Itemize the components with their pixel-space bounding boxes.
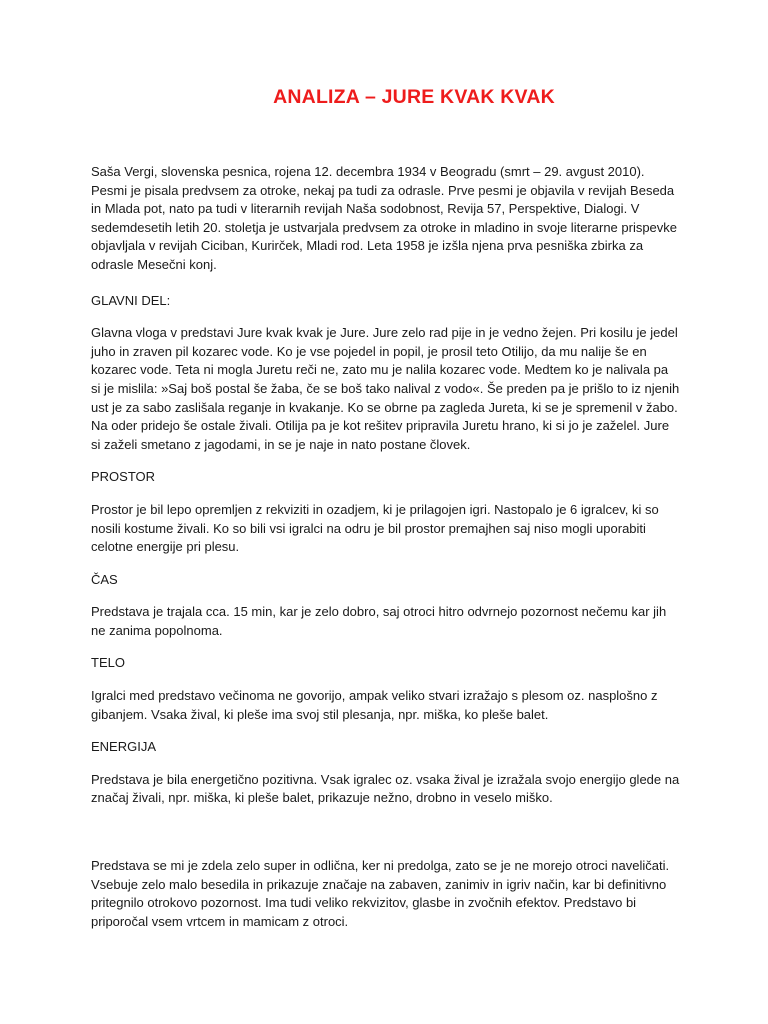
- section-heading-energija: ENERGIJA: [91, 739, 157, 755]
- conclusion-paragraph: Predstava se mi je zdela zelo super in odlična, ker ni predolga, zato se je ne morejo otroci naveličati. Vsebuje zelo malo besedila in prikazuje značaje na zabaven, zanimiv in igriv način, kar bi definitivno pritegnilo otrokovo pozornost. Ima tudi veliko rekvizitov, glasbe in zvočnih efektov. Predstavo bi priporočal vsem vrtcem in mamicam z otroci.: [91, 858, 670, 929]
- section-heading-cas: ČAS: [91, 571, 118, 587]
- section-heading-glavni-del: GLAVNI DEL:: [91, 292, 171, 308]
- section-text-prostor: Prostor je bil lepo opremljen z rekviziti in ozadjem, ki je prilagojen igri. Nastopalo je 6 igralcev, ki so nosili kostume živali. Ko so bili vsi igralci na odru je bil prostor premajhen saj niso mogli uporabiti celotne energije pri plesu.: [91, 501, 659, 555]
- section-text-glavni-del: Glavna vloga v predstavi Jure kvak kvak je Jure. Jure zelo rad pije in je vedno žejen. Pri kosilu je jedel juho in zraven pil kozarec vode. Ko je vse pojedel in popil, je prosil teto Otilijo, da mu nalije še en kozarec vode. Teta ni mogla Juretu reči ne, zato mu je nalila kozarec vode. Medtem ko je nalivala pa si je mislila: »Saj boš postal še žaba, če se boš tako nalival z vodo«. Še preden pa je prišlo to iz njenih ust je za sabo zaslišala reganje in kvakanje. Ko se obrne pa zagleda Jureta, ki se je spremenil v žabo. Na oder pridejo še ostale živali. Otilija pa je kot rešitev pripravila Juretu hrano, ki si jo je zaželel. Jure si zaželi smetano z jagodami, in se je naje in nato postane človek.: [91, 325, 680, 452]
- document-body: [91, 163, 681, 931]
- section-heading-prostor: PROSTOR: [91, 469, 156, 485]
- section-text-telo: Igralci med predstavo večinoma ne govorijo, ampak veliko stvari izražajo s plesom oz. nasplošno z gibanjem. Vsaka žival, ki pleše ima svoj stil plesanja, npr. miška, ko pleše balet.: [91, 688, 658, 722]
- document-title: ANALIZA – JURE KVAK KVAK: [273, 86, 555, 108]
- intro-paragraph: Saša Vergi, slovenska pesnica, rojena 12. decembra 1934 v Beogradu (smrt – 29. avgust 2010). Pesmi je pisala predvsem za otroke, nekaj pa tudi za odrasle. Prve pesmi je objavila v revijah Beseda in Mlada pot, nato pa tudi v literarnih revijah Naša sodobnost, Revija 57, Perspektive, Dialogi. V sedemdesetih letih 20. stoletja je ustvarjala predvsem za otroke in mladino in svoje literarne prispevke objavljala v revijah Ciciban, Kurirček, Mladi rod. Leta 1958 je izšla njena prva pesniška zbirka za odrasle Mesečni konj.: [91, 164, 678, 272]
- section-text-cas: Predstava je trajala cca. 15 min, kar je zelo dobro, saj otroci hitro odvrnejo pozornost nečemu kar jih ne zanima popolnoma.: [91, 604, 667, 638]
- section-heading-telo: TELO: [91, 655, 125, 671]
- section-text-energija: Predstava je bila energetično pozitivna. Vsak igralec oz. vsaka žival je izražala svojo energijo glede na značaj živali, npr. miška, ki pleše balet, prikazuje nežno, drobno in veselo miško.: [91, 771, 680, 806]
